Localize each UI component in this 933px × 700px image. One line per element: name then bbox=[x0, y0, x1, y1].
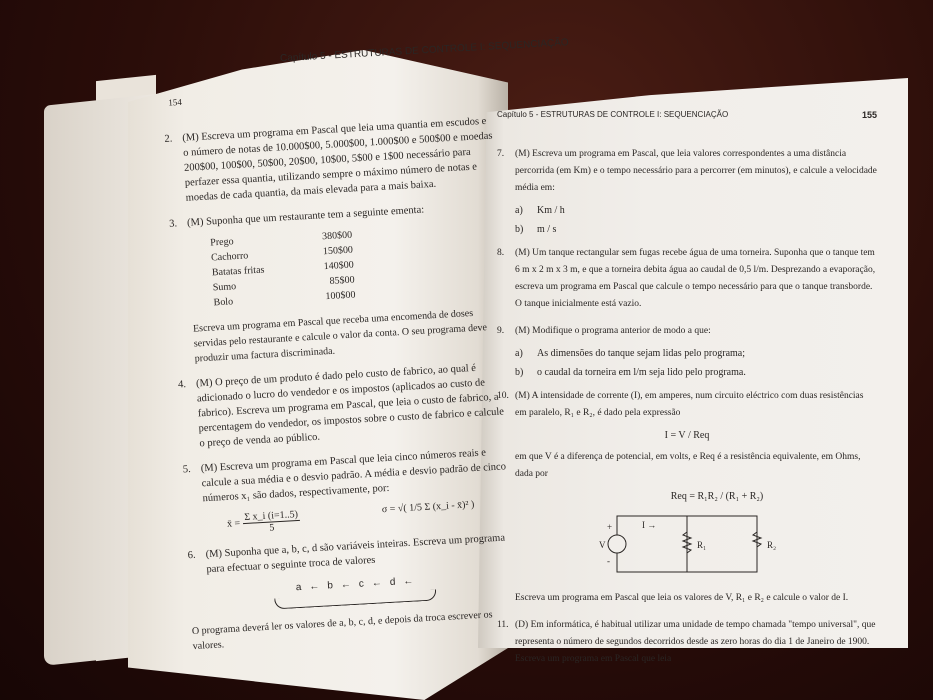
exercise-9-b: b) o caudal da torneira em l/m seja lido pelo programa. bbox=[515, 367, 746, 378]
svg-text:-: - bbox=[607, 556, 610, 566]
arrow-left-icon: ← bbox=[340, 579, 352, 591]
right-page-content bbox=[497, 110, 877, 668]
circuit-diagram bbox=[587, 510, 787, 580]
mean-formula: x̄ = $\frac{\text{Σ x\_i (i=1..5)}}{5}$ bbox=[226, 509, 300, 536]
req-formula: Req = R₁R₂ / (R₁ + R₂) bbox=[670, 491, 764, 502]
arrow-left-icon: ← bbox=[309, 580, 320, 593]
svg-text:V: V bbox=[599, 540, 606, 550]
exercise-7: 7. (M) Escreva um programa em Pascal, que leia valores correspondentes a uma distância percorrida (em Km) e o tempo necessário para a percorrer (em minutos), e calcule a velocidade média em: bbox=[497, 149, 877, 193]
arrow-left-icon: ← bbox=[371, 577, 383, 589]
page-number-left: 154 bbox=[168, 96, 183, 108]
svg-text:+: + bbox=[607, 522, 613, 532]
exercise-7-a: a) Km / h bbox=[515, 205, 565, 216]
menu-table: Prego 380$00 Cachorro 150$00 Batatas fritas 140$00 Sumo 85$00 Bolo 100$00 bbox=[209, 229, 356, 309]
exercise-7-b: b) m / s bbox=[515, 224, 557, 235]
swap-diagram: a ← b ← c ← d ← bbox=[295, 575, 414, 594]
current-formula: I = V / Req bbox=[664, 430, 710, 441]
arrow-left-icon: ← bbox=[403, 575, 414, 588]
chapter-header-right: Capítulo 5 - ESTRUTURAS DE CONTROLE I: SEQUENCIAÇÃO 155 bbox=[497, 110, 877, 120]
stddev-formula: σ = √( 1/5 Σ (x_i - x̄)² ) bbox=[381, 499, 475, 516]
exercise-10: 10. (M) A intensidade de corrente (I), em amperes, num circuito eléctrico com duas resistências em paralelo, R₁ e R₂, é dado pela expressão bbox=[497, 391, 864, 418]
exercise-10-followup: Escreva um programa em Pascal que leia os valores de V, R₁ e R₂ e calcule o valor de I. bbox=[515, 593, 849, 603]
chapter-header-left: Capítulo 5 - ESTRUTURAS DE CONTROLE I: SEQUENCIAÇÃO bbox=[279, 37, 569, 65]
exercise-6-followup: O programa deverá ler os valores de a, b, c, d, e depois da troca escrever os valores. bbox=[191, 609, 493, 653]
exercise-5: 5. (M) Escreva um programa em Pascal que leia cinco números reais e calcule a sua média e o desvio padrão. A média e desvio padrão de cinco números x₁ são dados, respectivamente, por: bbox=[182, 447, 507, 505]
svg-text:R₁: R₁ bbox=[697, 540, 707, 550]
exercise-9-a: a) As dimensões do tanque sejam lidas pelo programa; bbox=[515, 348, 746, 359]
exercise-4: 4. (M) O preço de um produto é dado pelo custo de fabrico, ao qual é adicionado o lucro do vendedor e os impostos (aplicados ao custo de fabrico). Escreva um programa em Pascal, que leia o custo de fabrico, a percentagem do vendedor, os impostos sobre o custo de fabrico e calcule o preço de venda ao público. bbox=[177, 362, 505, 450]
svg-text:R₂: R₂ bbox=[767, 540, 777, 550]
exercise-10-mid: em que V é a diferença de potencial, em volts, e Req é a resistência equivalente, em Ohms, dada por bbox=[515, 452, 861, 479]
exercise-3-followup: Escreva um programa em Pascal que receba uma encomenda de doses servidas pelo restaurante e calcule o valor da conta. O seu programa deve produzir uma factura discriminada. bbox=[192, 307, 488, 365]
svg-text:I →: I → bbox=[642, 520, 657, 530]
exercise-11: 11. (D) Em informática, é habitual utilizar uma unidade de tempo chamada "tempo universal", que representa o número de segundos decorridos desde as zero horas do dia 1 de Janeiro de 1900. Escreva um programa em Pascal que leia bbox=[497, 620, 876, 664]
exercise-3: 3. (M) Suponha que um restaurante tem a seguinte ementa: bbox=[168, 204, 425, 230]
page-number-right: 155 bbox=[861, 110, 877, 120]
exercise-2: 2. (M) Escreva um programa em Pascal que leia uma quantia em escudos e o número de notas de 10.000$00, 5.000$00, 1.000$00 e 500$00 e moedas 200$00, 100$00, 50$00, 20$00, 10$00, 5$00 e 1$00 necessário para perfazer essa quantia, utilizando sempre o máximo número de notas e moedas de cada quantia, da mais elevada para a mais baixa. bbox=[164, 115, 493, 204]
exercise-6: 6. (M) Suponha que a, b, c, d são variáveis inteiras. Escreva um programa para efectuar o seguinte troca de valores bbox=[187, 532, 506, 576]
exercise-8: 8. (M) Um tanque rectangular sem fugas recebe água de uma torneira. Suponha que o tanque tem 6 m x 2 m x 3 m, e que a torneira debita água ao caudal de 0,5 l/m. Desprezando a evaporação, escreva um programa em Pascal que calcule o tempo necessário para que o tanque transborde. O tanque inicialmente está vazio. bbox=[497, 248, 876, 309]
parallel-circuit-icon bbox=[587, 510, 787, 580]
exercise-9: 9. (M) Modifique o programa anterior de modo a que: bbox=[497, 326, 711, 336]
